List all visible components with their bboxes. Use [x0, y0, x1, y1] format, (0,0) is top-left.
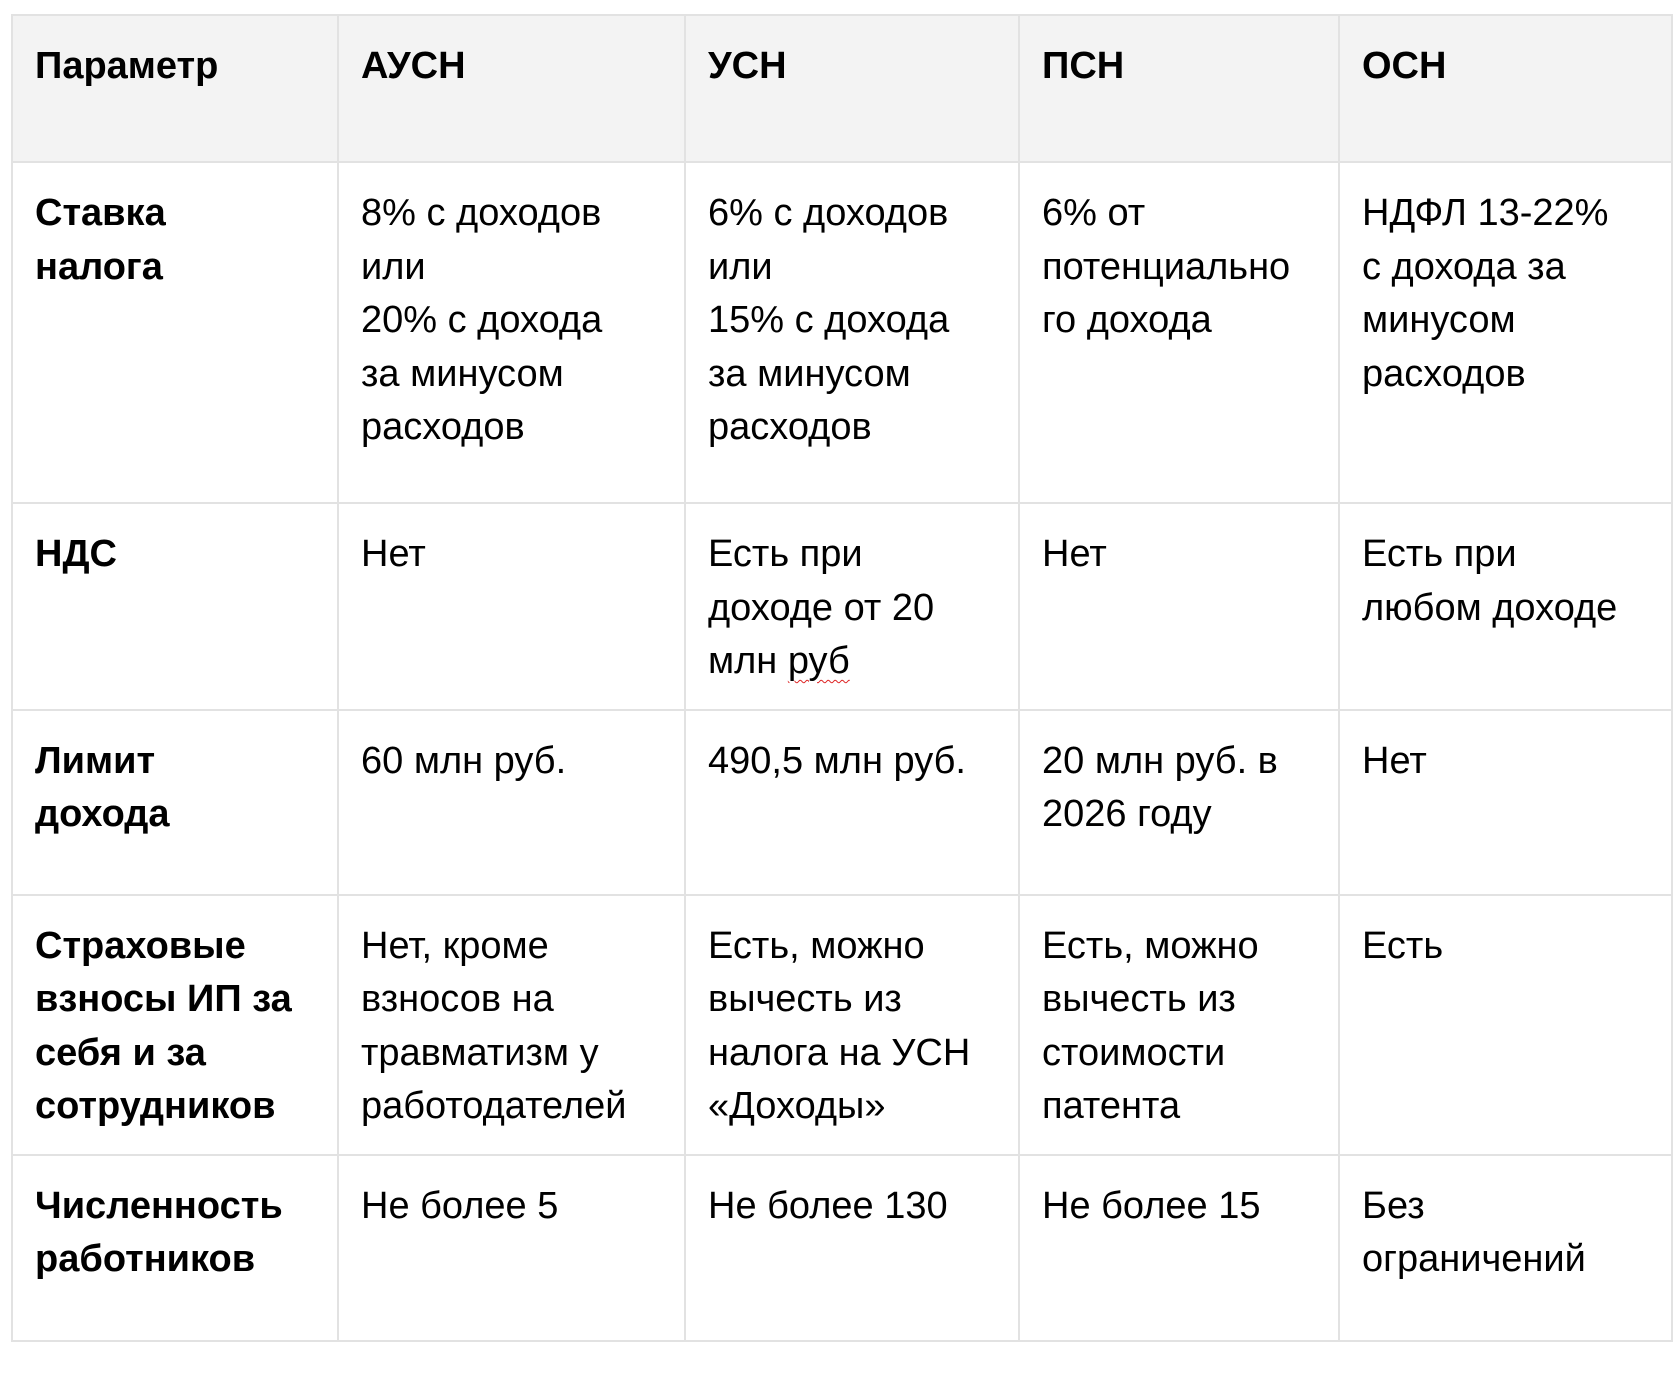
- cell-osn-tax-rate: НДФЛ 13-22% с дохода за минусом расходов: [1339, 162, 1672, 503]
- table-row-income-limit: [12, 710, 1672, 895]
- cell-usn-insurance-contributions: Есть, можно вычесть из налога на УСН «Доходы»: [685, 895, 1019, 1155]
- param-income-limit: Лимит дохода: [12, 710, 338, 895]
- cell-ausn-income-limit: 60 млн руб.: [338, 710, 685, 895]
- spellcheck-flagged-word: руб: [787, 640, 850, 682]
- cell-usn-income-limit: 490,5 млн руб.: [685, 710, 1019, 895]
- table-row-tax-rate: [12, 162, 1672, 503]
- tax-regimes-comparison-table: [11, 14, 1673, 1342]
- cell-osn-headcount: Без ограничений: [1339, 1155, 1672, 1341]
- cell-psn-insurance-contributions: Есть, можно вычесть из стоимости патента: [1019, 895, 1339, 1155]
- cell-ausn-tax-rate: 8% с доходов или 20% с дохода за минусом расходов: [338, 162, 685, 503]
- cell-osn-vat: Есть при любом доходе: [1339, 503, 1672, 710]
- table-row-insurance-contributions: [12, 895, 1672, 1155]
- cell-usn-vat: [685, 503, 1019, 710]
- cell-osn-income-limit: Нет: [1339, 710, 1672, 895]
- table-row-headcount: [12, 1155, 1672, 1341]
- cell-osn-insurance-contributions: Есть: [1339, 895, 1672, 1155]
- cell-psn-income-limit: 20 млн руб. в 2026 году: [1019, 710, 1339, 895]
- header-usn: УСН: [685, 15, 1019, 162]
- header-psn: ПСН: [1019, 15, 1339, 162]
- cell-psn-headcount: Не более 15: [1019, 1155, 1339, 1341]
- cell-psn-tax-rate: 6% от потенциально го дохода: [1019, 162, 1339, 503]
- cell-ausn-headcount: Не более 5: [338, 1155, 685, 1341]
- header-osn: ОСН: [1339, 15, 1672, 162]
- cell-usn-headcount: Не более 130: [685, 1155, 1019, 1341]
- param-headcount: Численность работников: [12, 1155, 338, 1341]
- table-row-vat: [12, 503, 1672, 710]
- cell-psn-vat: Нет: [1019, 503, 1339, 710]
- header-parameter: Параметр: [12, 15, 338, 162]
- header-ausn: АУСН: [338, 15, 685, 162]
- cell-usn-tax-rate: 6% с доходов или 15% с дохода за минусом расходов: [685, 162, 1019, 503]
- table-header-row: [12, 15, 1672, 162]
- param-insurance-contributions: Страховые взносы ИП за себя и за сотрудников: [12, 895, 338, 1155]
- cell-ausn-insurance-contributions: Нет, кроме взносов на травматизм у работодателей: [338, 895, 685, 1155]
- cell-ausn-vat: Нет: [338, 503, 685, 710]
- cell-usn-vat-text: Есть при доходе от 20 млн: [708, 533, 935, 682]
- param-tax-rate: Ставка налога: [12, 162, 338, 503]
- param-vat: НДС: [12, 503, 338, 710]
